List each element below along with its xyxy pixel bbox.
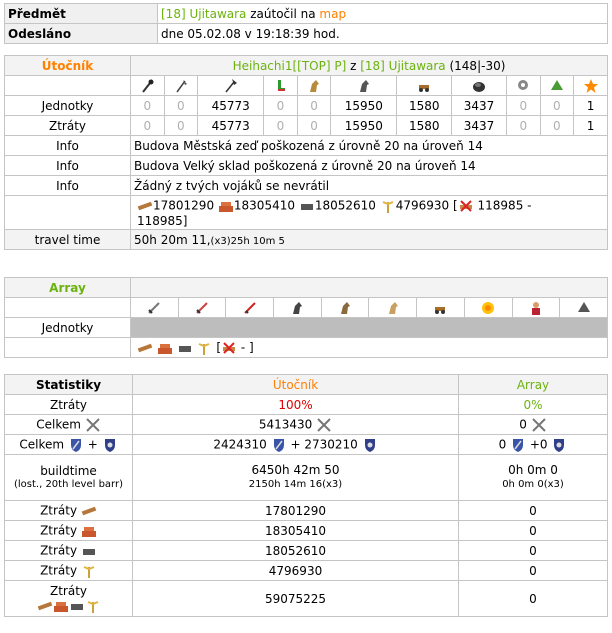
senator-icon — [512, 298, 560, 318]
unit-count: 0 — [540, 96, 574, 116]
sent-label: Odesláno — [5, 24, 158, 44]
infantry-defense-icon — [510, 437, 526, 453]
stats-build-att2: 2150h 14m 16(x3) — [248, 479, 343, 490]
infantry-defense-icon — [271, 437, 287, 453]
attacker-village-link[interactable]: [18] Ujitawara — [360, 58, 446, 73]
stats-defense-att-cell — [133, 435, 459, 455]
stats-total-att: 5413430 — [258, 417, 313, 431]
iron-icon — [177, 340, 193, 356]
res-iron: 18052610 — [314, 198, 376, 212]
loss-count: 0 — [297, 116, 331, 136]
attacker-units-label: Jednotky — [5, 96, 131, 116]
crop-icon — [380, 198, 396, 214]
stats-total-row — [5, 415, 133, 435]
settler-hat-icon — [560, 298, 608, 318]
stats-iron-label: Ztráty — [40, 543, 78, 557]
subject-target-link[interactable]: map — [319, 6, 347, 21]
hero-star-icon — [574, 76, 608, 96]
infantry-defense-icon — [68, 437, 84, 453]
stats-build-att: 6450h 42m 50 — [251, 463, 340, 477]
ram-icon — [417, 298, 465, 318]
stats-build-def-cell — [459, 455, 608, 501]
statistics-table — [4, 374, 608, 617]
subject-action: zaútočil na — [250, 6, 316, 21]
loss-count: 0 — [506, 116, 540, 136]
attacker-player-link[interactable]: Heihachi1[[TOP] P] — [232, 58, 347, 73]
praetorian-sword-icon — [178, 298, 226, 318]
carry-icon — [221, 340, 237, 356]
res-extra-open: [ — [453, 198, 458, 212]
crop-icon — [196, 340, 212, 356]
equites-legati-icon — [274, 298, 322, 318]
stats-crop-label: Ztráty — [40, 563, 78, 577]
stats-def-def-b: +0 — [529, 437, 548, 451]
equites-caesaris-icon — [369, 298, 417, 318]
crossed-swords-icon — [316, 417, 332, 433]
defender-units-hidden — [131, 318, 608, 338]
stats-losses-label: Ztráty — [5, 395, 133, 415]
settler-icon — [540, 76, 574, 96]
unit-count: 0 — [506, 96, 540, 116]
loss-count: 15950 — [331, 116, 397, 136]
spear-axe-icon — [164, 76, 198, 96]
stats-total-def-cell — [459, 415, 608, 435]
mace-icon — [131, 76, 165, 96]
crossed-swords-icon — [531, 417, 547, 433]
stats-build-sub: (lost., 20th level barr) — [13, 478, 123, 490]
stats-crop-row — [5, 561, 133, 581]
info-warehouse-damage: Budova Velký sklad poškozená z úrovně 20 na úroveň 14 — [131, 156, 608, 176]
clay-icon — [81, 523, 97, 539]
stats-iron-def: 0 — [459, 541, 608, 561]
unit-count: 3437 — [452, 96, 507, 116]
defender-units-label: Jednotky — [5, 318, 131, 338]
subject-value — [158, 4, 608, 24]
clay-icon — [53, 598, 69, 614]
stats-iron-att: 18052610 — [133, 541, 459, 561]
unit-count: 0 — [164, 96, 198, 116]
stats-total-label: Celkem — [36, 417, 81, 431]
defender-label: Array — [5, 278, 131, 298]
stats-crop-def: 0 — [459, 561, 608, 581]
catapult-icon — [452, 76, 507, 96]
stats-total-def: 0 — [519, 417, 527, 431]
attacker-label: Útočník — [5, 56, 131, 76]
unit-count: 0 — [297, 96, 331, 116]
ram-icon — [397, 76, 452, 96]
defender-res-spacer — [5, 338, 131, 358]
stats-clay-att: 18305410 — [133, 521, 459, 541]
stats-total-att-cell — [133, 415, 459, 435]
stats-sum-label: Ztráty — [49, 583, 88, 598]
teutonic-knight-icon — [331, 76, 397, 96]
stats-wood-att: 17801290 — [133, 501, 459, 521]
clay-icon — [218, 198, 234, 214]
wood-icon — [81, 503, 97, 519]
wood-icon — [137, 340, 153, 356]
wood-icon — [137, 198, 153, 214]
resources-spacer — [5, 196, 131, 230]
info-label: Info — [5, 176, 131, 196]
attacker-from-word: z — [350, 58, 357, 73]
loss-count: 1 — [574, 116, 608, 136]
info-no-return: Žádný z tvých vojáků se nevrátil — [131, 176, 608, 196]
report-header-table — [4, 3, 608, 44]
info-label: Info — [5, 156, 131, 176]
loss-count: 0 — [131, 116, 165, 136]
travel-label: travel time — [5, 230, 131, 250]
stats-wood-def: 0 — [459, 501, 608, 521]
stats-crop-att: 4796930 — [133, 561, 459, 581]
stats-sum-def: 0 — [459, 581, 608, 617]
wood-icon — [37, 598, 53, 614]
unit-count: 0 — [264, 96, 298, 116]
crop-icon — [81, 563, 97, 579]
stats-build-label-cell — [5, 455, 133, 501]
res-clay: 18305410 — [233, 198, 295, 212]
loss-count: 3437 — [452, 116, 507, 136]
res-crop: 4796930 — [395, 198, 450, 212]
stats-losses-att: 100% — [133, 395, 459, 415]
attacker-losses-label: Ztráty — [5, 116, 131, 136]
res-extra-2: 118985] — [137, 213, 188, 228]
travel-time — [131, 230, 608, 250]
stats-col-attacker: Útočník — [133, 375, 459, 395]
loss-count: 0 — [164, 116, 198, 136]
iron-icon — [299, 198, 315, 214]
unit-count: 1 — [574, 96, 608, 116]
cavalry-defense-icon — [102, 437, 118, 453]
defender-icon-spacer — [5, 298, 131, 318]
stats-clay-row — [5, 521, 133, 541]
defender-header — [131, 278, 608, 298]
imperian-sword-icon — [226, 298, 274, 318]
stats-defense-def-cell — [459, 435, 608, 455]
carry-icon — [458, 198, 474, 214]
stats-build-att-cell — [133, 455, 459, 501]
stats-losses-def: 0% — [459, 395, 608, 415]
resources-line — [131, 196, 608, 230]
cavalry-defense-icon — [551, 437, 567, 453]
travel-x3: (x3) — [210, 235, 231, 247]
iron-icon — [81, 543, 97, 559]
travel-main: 50h 20m 11, — [134, 232, 211, 247]
info-wall-damage: Budova Městská zeď poškozená z úrovně 20 na úroveň 14 — [131, 136, 608, 156]
stats-def-def-a: 0 — [498, 437, 507, 451]
stats-sum-row — [5, 581, 133, 617]
stats-clay-label: Ztráty — [40, 523, 78, 537]
stats-sum-att: 59075225 — [133, 581, 459, 617]
stats-clay-def: 0 — [459, 521, 608, 541]
stats-wood-row — [5, 501, 133, 521]
crop-icon — [85, 598, 101, 614]
stats-wood-label: Ztráty — [40, 503, 78, 517]
clay-icon — [157, 340, 173, 356]
scout-boot-icon — [264, 76, 298, 96]
loss-count: 45773 — [198, 116, 264, 136]
cavalry-defense-icon — [362, 437, 378, 453]
unit-count: 0 — [131, 96, 165, 116]
loss-count: 0 — [264, 116, 298, 136]
unit-count: 15950 — [331, 96, 397, 116]
attacker-icon-spacer — [5, 76, 131, 96]
equites-imperatoris-icon — [321, 298, 369, 318]
loss-count: 0 — [540, 116, 574, 136]
stats-iron-row — [5, 541, 133, 561]
crossed-swords-icon — [85, 417, 101, 433]
attacker-table — [4, 55, 608, 250]
res-extra: 118985 - — [477, 198, 532, 212]
defender-table — [4, 277, 608, 358]
stats-title: Statistiky — [5, 375, 133, 395]
plus-sign: + — [87, 437, 98, 451]
unit-count: 1580 — [397, 96, 452, 116]
subject-village-link[interactable]: [18] Ujitawara — [161, 6, 247, 21]
res-wood: 17801290 — [153, 198, 215, 212]
loss-count: 1580 — [397, 116, 452, 136]
info-label: Info — [5, 136, 131, 156]
stats-total2-label: Celkem — [19, 437, 65, 451]
stats-def-att-b: + 2730210 — [290, 437, 358, 451]
defender-res-dash: - ] — [237, 340, 254, 354]
subject-label: Předmět — [5, 4, 158, 24]
paladin-horse-icon — [297, 76, 331, 96]
stats-build-def: 0h 0m 0 — [508, 463, 558, 477]
legionnaire-sword-icon — [131, 298, 179, 318]
iron-icon — [69, 598, 85, 614]
stats-def-att-a: 2424310 — [213, 437, 267, 451]
stats-build-def2: 0h 0m 0(x3) — [502, 479, 564, 490]
axe-icon — [198, 76, 264, 96]
chief-icon — [506, 76, 540, 96]
defender-resources — [131, 338, 608, 358]
stats-build-label: buildtime — [40, 463, 97, 478]
defender-res-open: [ — [216, 340, 221, 354]
stats-col-defender: Array — [459, 375, 608, 395]
fire-catapult-icon — [464, 298, 512, 318]
unit-count: 45773 — [198, 96, 264, 116]
attacker-coords: (148|-30) — [449, 58, 506, 73]
sent-value: dne 05.02.08 v 19:18:39 hod. — [158, 24, 608, 44]
attacker-header — [131, 56, 608, 76]
travel-rest: 25h 10m 5 — [230, 235, 285, 247]
stats-defense-row — [5, 435, 133, 455]
